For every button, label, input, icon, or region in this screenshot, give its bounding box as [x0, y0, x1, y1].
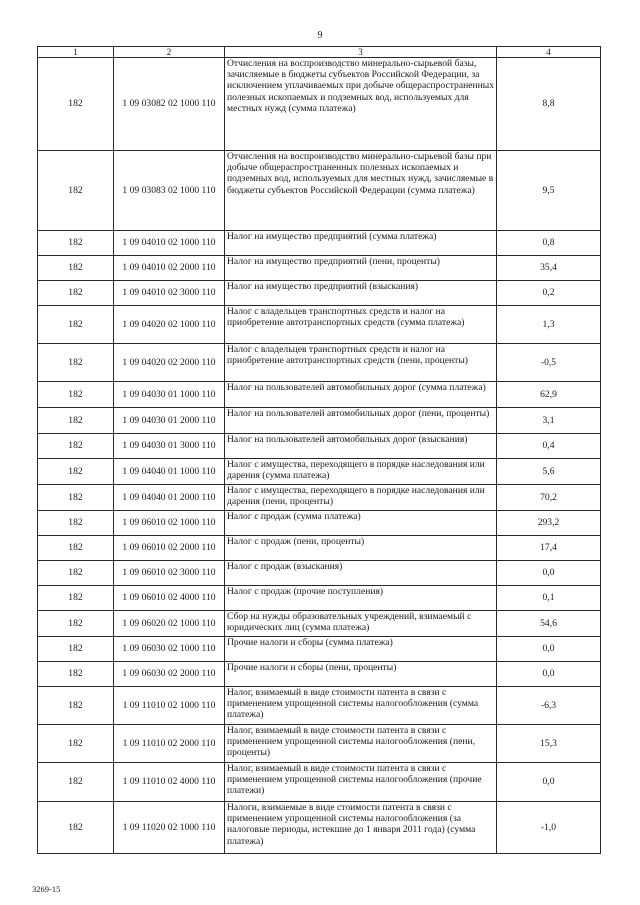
- admin-code-cell: 182: [38, 281, 114, 306]
- table-row: [38, 611, 601, 637]
- table-row: [38, 802, 601, 854]
- budget-code-cell: 1 09 11010 02 1000 110: [114, 687, 225, 725]
- table-row: [38, 763, 601, 802]
- budget-code-cell: 1 09 04010 02 2000 110: [114, 256, 225, 281]
- amount-cell: -6,3: [497, 687, 601, 725]
- budget-code-cell: 1 09 03082 02 1000 110: [114, 58, 225, 151]
- budget-code-cell: 1 09 06010 02 3000 110: [114, 561, 225, 586]
- admin-code-cell: 182: [38, 725, 114, 763]
- admin-code-cell: 182: [38, 256, 114, 281]
- amount-cell: 0,4: [497, 434, 601, 459]
- amount-cell: 62,9: [497, 382, 601, 408]
- admin-code-cell: 182: [38, 611, 114, 637]
- table-row: [38, 408, 601, 434]
- table-row: [38, 344, 601, 382]
- admin-code-cell: 182: [38, 511, 114, 536]
- admin-code-cell: 182: [38, 344, 114, 382]
- revenue-name-cell: Прочие налоги и сборы (сумма платежа): [225, 637, 497, 662]
- admin-code-cell: 182: [38, 637, 114, 662]
- admin-code-cell: 182: [38, 231, 114, 256]
- admin-code-cell: 182: [38, 58, 114, 151]
- revenue-name-cell: Налог с имущества, переходящего в порядке наследования или дарения (сумма платежа): [225, 459, 497, 485]
- page-number: 9: [317, 30, 323, 41]
- budget-code-cell: 1 09 06010 02 1000 110: [114, 511, 225, 536]
- admin-code-cell: 182: [38, 763, 114, 802]
- budget-code-cell: 1 09 06030 02 1000 110: [114, 637, 225, 662]
- amount-cell: 5,6: [497, 459, 601, 485]
- table-row: [38, 306, 601, 344]
- table-row: [38, 687, 601, 725]
- budget-code-cell: 1 09 04030 01 1000 110: [114, 382, 225, 408]
- revenue-name-cell: Налог с продаж (взыскания): [225, 561, 497, 586]
- budget-code-cell: 1 09 04030 01 3000 110: [114, 434, 225, 459]
- amount-cell: 0,8: [497, 231, 601, 256]
- revenue-name-cell: Отчисления на воспроизводство минерально-сырьевой базы, зачисляемые в бюджеты субъектов Российской Федерации, за исключением уплачиваемых при добыче общераспространенных полезных ископаемых и подземных вод, используемых для местных нужд (сумма платежа): [225, 58, 497, 151]
- table-row: [38, 231, 601, 256]
- amount-cell: 70,2: [497, 485, 601, 511]
- table-row: [38, 586, 601, 611]
- table-row: [38, 662, 601, 687]
- table-row: [38, 151, 601, 231]
- table-row: [38, 382, 601, 408]
- table-row: [38, 637, 601, 662]
- admin-code-cell: 182: [38, 586, 114, 611]
- budget-code-cell: 1 09 04010 02 1000 110: [114, 231, 225, 256]
- amount-cell: 8,8: [497, 58, 601, 151]
- amount-cell: 293,2: [497, 511, 601, 536]
- table-row: [38, 281, 601, 306]
- revenue-name-cell: Налог с владельцев транспортных средств и налог на приобретение автотранспортных средств (сумма платежа): [225, 306, 497, 344]
- budget-code-cell: 1 09 06010 02 2000 110: [114, 536, 225, 561]
- admin-code-cell: 182: [38, 408, 114, 434]
- budget-code-cell: 1 09 06010 02 4000 110: [114, 586, 225, 611]
- amount-cell: 0,0: [497, 763, 601, 802]
- budget-code-cell: 1 09 04030 01 2000 110: [114, 408, 225, 434]
- table-row: [38, 561, 601, 586]
- budget-code-cell: 1 09 04010 02 3000 110: [114, 281, 225, 306]
- admin-code-cell: 182: [38, 485, 114, 511]
- amount-cell: 0,0: [497, 561, 601, 586]
- revenue-name-cell: Налог на имущество предприятий (взыскания): [225, 281, 497, 306]
- admin-code-cell: 182: [38, 687, 114, 725]
- column-number: 3: [225, 47, 497, 58]
- column-number: 4: [497, 47, 601, 58]
- budget-code-cell: 1 09 06030 02 2000 110: [114, 662, 225, 687]
- revenue-name-cell: Налог на имущество предприятий (пени, проценты): [225, 256, 497, 281]
- table-row: [38, 434, 601, 459]
- amount-cell: -1,0: [497, 802, 601, 854]
- revenue-name-cell: Налог на пользователей автомобильных дорог (сумма платежа): [225, 382, 497, 408]
- amount-cell: 0,1: [497, 586, 601, 611]
- column-number-row: [38, 47, 601, 58]
- budget-code-cell: 1 09 04040 01 1000 110: [114, 459, 225, 485]
- amount-cell: 9,5: [497, 151, 601, 231]
- revenue-name-cell: Налог на пользователей автомобильных дорог (пени, проценты): [225, 408, 497, 434]
- table-row: [38, 256, 601, 281]
- table-row: [38, 459, 601, 485]
- admin-code-cell: 182: [38, 434, 114, 459]
- table-row: [38, 511, 601, 536]
- amount-cell: 0,2: [497, 281, 601, 306]
- revenue-name-cell: Налог, взимаемый в виде стоимости патента в связи с применением упрощенной системы налогообложения (сумма платежа): [225, 687, 497, 725]
- admin-code-cell: 182: [38, 561, 114, 586]
- column-number: 1: [38, 47, 114, 58]
- table-row: [38, 725, 601, 763]
- revenue-name-cell: Налоги, взимаемые в виде стоимости патента в связи с применением упрощенной системы налогообложения (за налоговые периоды, истекшие до 1 января 2011 года) (сумма платежа): [225, 802, 497, 854]
- revenue-name-cell: Сбор на нужды образовательных учреждений, взимаемый с юридических лиц (сумма платежа): [225, 611, 497, 637]
- revenue-name-cell: Налог с владельцев транспортных средств и налог на приобретение автотранспортных средств (пени, проценты): [225, 344, 497, 382]
- table-row: [38, 58, 601, 151]
- amount-cell: 1,3: [497, 306, 601, 344]
- revenue-name-cell: Прочие налоги и сборы (пени, проценты): [225, 662, 497, 687]
- admin-code-cell: 182: [38, 382, 114, 408]
- admin-code-cell: 182: [38, 802, 114, 854]
- budget-code-cell: 1 09 04040 01 2000 110: [114, 485, 225, 511]
- revenue-name-cell: Налог, взимаемый в виде стоимости патента в связи с применением упрощенной системы налогообложения (прочие платежи): [225, 763, 497, 802]
- revenue-name-cell: Отчисления на воспроизводство минерально-сырьевой базы при добыче общераспространенных полезных ископаемых и подземных вод, используемых для местных нужд, зачисляемые в бюджеты субъектов Российской Федерации (сумма платежа): [225, 151, 497, 231]
- admin-code-cell: 182: [38, 151, 114, 231]
- amount-cell: 3,1: [497, 408, 601, 434]
- column-number: 2: [114, 47, 225, 58]
- revenue-name-cell: Налог с продаж (сумма платежа): [225, 511, 497, 536]
- budget-code-cell: 1 09 11010 02 2000 110: [114, 725, 225, 763]
- admin-code-cell: 182: [38, 662, 114, 687]
- revenue-table: [37, 46, 601, 854]
- revenue-name-cell: Налог с продаж (пени, проценты): [225, 536, 497, 561]
- budget-code-cell: 1 09 06020 02 1000 110: [114, 611, 225, 637]
- revenue-name-cell: Налог на имущество предприятий (сумма платежа): [225, 231, 497, 256]
- amount-cell: 0,0: [497, 637, 601, 662]
- budget-code-cell: 1 09 04020 02 1000 110: [114, 306, 225, 344]
- budget-code-cell: 1 09 11020 02 1000 110: [114, 802, 225, 854]
- footer-code: 3269-15: [32, 884, 61, 894]
- table-row: [38, 485, 601, 511]
- amount-cell: 17,4: [497, 536, 601, 561]
- budget-code-cell: 1 09 11010 02 4000 110: [114, 763, 225, 802]
- revenue-name-cell: Налог с продаж (прочие поступления): [225, 586, 497, 611]
- revenue-name-cell: Налог, взимаемый в виде стоимости патента в связи с применением упрощенной системы налогообложения (пени, проценты): [225, 725, 497, 763]
- amount-cell: 54,6: [497, 611, 601, 637]
- amount-cell: 15,3: [497, 725, 601, 763]
- revenue-name-cell: Налог с имущества, переходящего в порядке наследования или дарения (пени, проценты): [225, 485, 497, 511]
- admin-code-cell: 182: [38, 536, 114, 561]
- revenue-name-cell: Налог на пользователей автомобильных дорог (взыскания): [225, 434, 497, 459]
- amount-cell: 35,4: [497, 256, 601, 281]
- table-row: [38, 536, 601, 561]
- admin-code-cell: 182: [38, 306, 114, 344]
- amount-cell: 0,0: [497, 662, 601, 687]
- budget-code-cell: 1 09 04020 02 2000 110: [114, 344, 225, 382]
- budget-code-cell: 1 09 03083 02 1000 110: [114, 151, 225, 231]
- amount-cell: -0,5: [497, 344, 601, 382]
- admin-code-cell: 182: [38, 459, 114, 485]
